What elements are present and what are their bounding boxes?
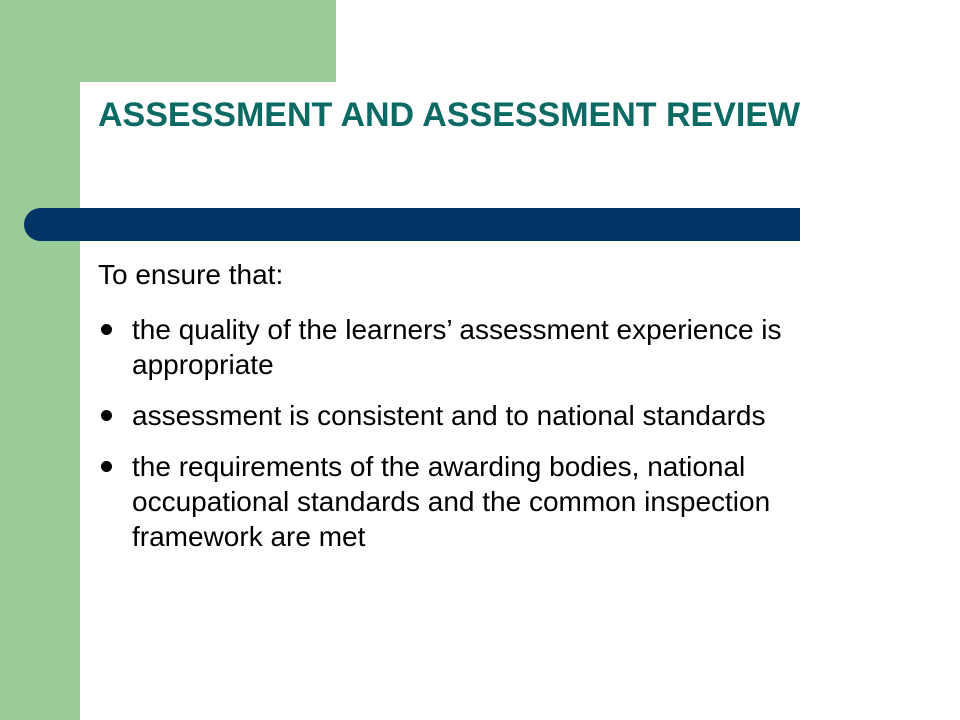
green-top-panel xyxy=(0,0,336,82)
bullet-item xyxy=(98,312,838,382)
bullet-dot-icon xyxy=(101,461,112,472)
bullet-text: the quality of the learners’ assessment experience is appropriate xyxy=(132,314,782,380)
bullet-text: assessment is consistent and to national standards xyxy=(132,400,766,431)
slide-title: ASSESSMENT AND ASSESSMENT REVIEW xyxy=(98,96,801,134)
bullet-text: the requirements of the awarding bodies, national occupational standards and the common inspection framework are met xyxy=(132,451,771,552)
bullet-item xyxy=(98,398,838,433)
bullet-dot-icon xyxy=(101,324,112,335)
bullet-item xyxy=(98,449,838,554)
green-side-panel xyxy=(0,0,80,720)
bullet-list xyxy=(98,312,838,570)
title-divider-bar xyxy=(24,208,800,241)
intro-text: To ensure that: xyxy=(98,259,284,290)
bullet-dot-icon xyxy=(101,410,112,421)
